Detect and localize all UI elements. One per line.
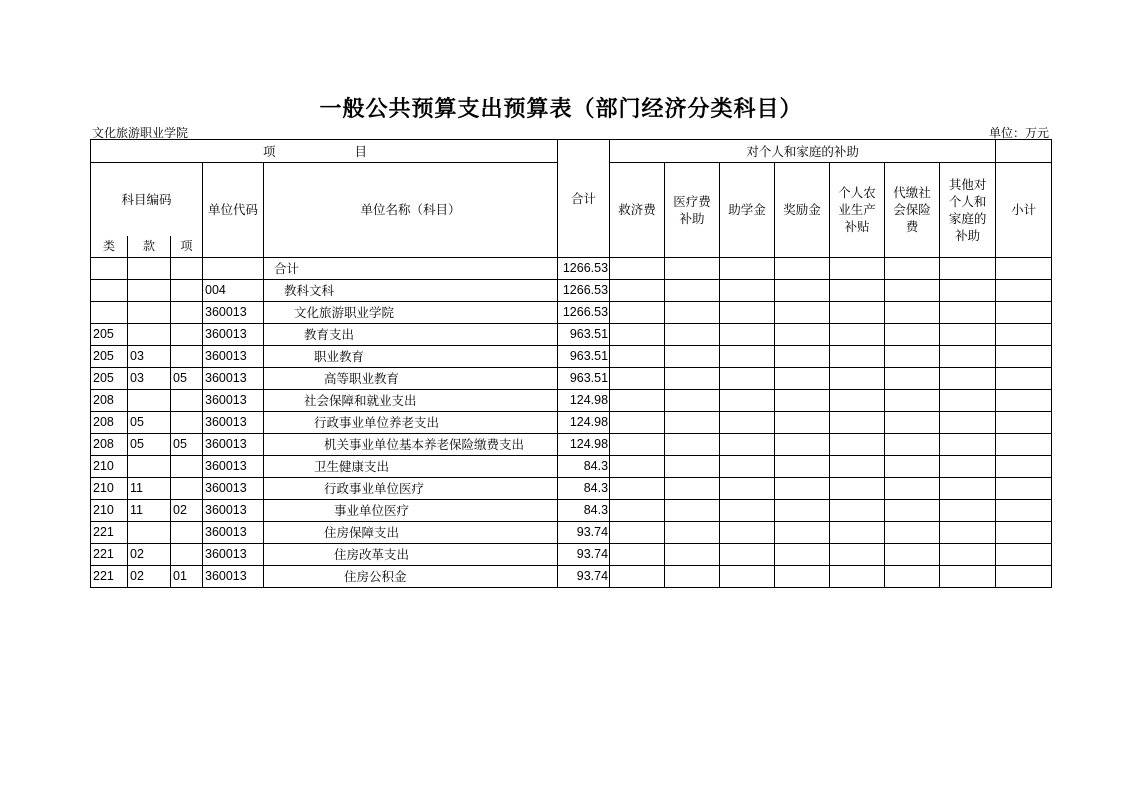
cell-lei: 210 xyxy=(91,477,128,499)
cell-empty xyxy=(940,411,996,433)
cell-empty xyxy=(775,257,830,279)
cell-lei xyxy=(91,257,128,279)
table-row xyxy=(91,477,1052,499)
cell-unit-code: 360013 xyxy=(203,301,264,323)
cell-empty xyxy=(996,543,1052,565)
cell-empty xyxy=(940,367,996,389)
cell-empty xyxy=(885,499,940,521)
cell-empty xyxy=(610,345,665,367)
cell-empty xyxy=(885,323,940,345)
cell-empty xyxy=(610,565,665,587)
cell-lei: 221 xyxy=(91,521,128,543)
cell-unit-name: 职业教育 xyxy=(264,345,558,367)
cell-unit-code: 004 xyxy=(203,279,264,301)
cell-unit-code: 360013 xyxy=(203,345,264,367)
cell-empty xyxy=(940,543,996,565)
cell-empty xyxy=(610,455,665,477)
cell-empty xyxy=(665,257,720,279)
cell-total: 93.74 xyxy=(558,543,610,565)
cell-kuan: 05 xyxy=(128,433,171,455)
cell-unit-name: 教科文科 xyxy=(264,279,558,301)
cell-total: 1266.53 xyxy=(558,301,610,323)
cell-total: 124.98 xyxy=(558,411,610,433)
cell-empty xyxy=(830,477,885,499)
cell-empty xyxy=(610,279,665,301)
cell-empty xyxy=(665,389,720,411)
cell-lei: 208 xyxy=(91,411,128,433)
cell-empty xyxy=(830,521,885,543)
cell-empty xyxy=(610,367,665,389)
cell-lei: 210 xyxy=(91,499,128,521)
cell-unit-code: 360013 xyxy=(203,499,264,521)
cell-empty xyxy=(665,499,720,521)
cell-empty xyxy=(665,367,720,389)
header-col-5: 个人农业生产补贴 xyxy=(830,163,885,258)
cell-empty xyxy=(996,279,1052,301)
cell-unit-name: 住房改革支出 xyxy=(264,543,558,565)
cell-unit-name: 住房保障支出 xyxy=(264,521,558,543)
cell-kuan xyxy=(128,301,171,323)
header-project: 项 目 xyxy=(91,140,558,163)
cell-empty xyxy=(885,455,940,477)
cell-empty xyxy=(885,257,940,279)
cell-empty xyxy=(996,323,1052,345)
header-col-3: 助学金 xyxy=(720,163,775,258)
cell-unit-name: 卫生健康支出 xyxy=(264,455,558,477)
cell-empty xyxy=(775,433,830,455)
cell-empty xyxy=(665,301,720,323)
header-col-1: 救济费 xyxy=(610,163,665,258)
cell-total: 84.3 xyxy=(558,499,610,521)
cell-kuan xyxy=(128,521,171,543)
cell-empty xyxy=(830,499,885,521)
cell-xiang: 05 xyxy=(171,433,203,455)
cell-empty xyxy=(996,433,1052,455)
cell-unit-name: 住房公积金 xyxy=(264,565,558,587)
cell-empty xyxy=(996,521,1052,543)
header-total: 合计 xyxy=(558,140,610,258)
cell-xiang xyxy=(171,279,203,301)
cell-empty xyxy=(720,411,775,433)
table-row xyxy=(91,433,1052,455)
cell-empty xyxy=(940,499,996,521)
cell-empty xyxy=(885,279,940,301)
cell-empty xyxy=(940,323,996,345)
cell-unit-name: 行政事业单位养老支出 xyxy=(264,411,558,433)
cell-lei: 221 xyxy=(91,565,128,587)
cell-empty xyxy=(665,455,720,477)
cell-empty xyxy=(830,257,885,279)
table-row xyxy=(91,345,1052,367)
cell-empty xyxy=(775,345,830,367)
cell-empty xyxy=(885,521,940,543)
cell-lei: 210 xyxy=(91,455,128,477)
cell-empty xyxy=(720,521,775,543)
header-unit-name: 单位名称（科目） xyxy=(264,163,558,258)
cell-empty xyxy=(775,543,830,565)
cell-empty xyxy=(775,279,830,301)
cell-empty xyxy=(665,543,720,565)
cell-kuan: 11 xyxy=(128,499,171,521)
cell-empty xyxy=(775,499,830,521)
cell-empty xyxy=(830,543,885,565)
cell-empty xyxy=(940,433,996,455)
header-col-6: 代缴社会保险费 xyxy=(885,163,940,258)
cell-empty xyxy=(830,323,885,345)
cell-empty xyxy=(610,499,665,521)
cell-xiang xyxy=(171,521,203,543)
cell-empty xyxy=(720,477,775,499)
cell-xiang xyxy=(171,345,203,367)
table-row xyxy=(91,521,1052,543)
cell-total: 84.3 xyxy=(558,477,610,499)
cell-empty xyxy=(830,367,885,389)
cell-empty xyxy=(830,301,885,323)
cell-empty xyxy=(720,543,775,565)
cell-empty xyxy=(940,477,996,499)
cell-empty xyxy=(775,389,830,411)
cell-kuan: 05 xyxy=(128,411,171,433)
cell-xiang xyxy=(171,257,203,279)
cell-lei: 208 xyxy=(91,433,128,455)
header-col-7: 其他对个人和家庭的补助 xyxy=(940,163,996,258)
cell-empty xyxy=(940,279,996,301)
cell-total: 93.74 xyxy=(558,565,610,587)
cell-empty xyxy=(610,477,665,499)
cell-empty xyxy=(720,367,775,389)
cell-kuan xyxy=(128,279,171,301)
cell-empty xyxy=(775,367,830,389)
cell-xiang xyxy=(171,477,203,499)
cell-empty xyxy=(665,433,720,455)
cell-total: 84.3 xyxy=(558,455,610,477)
budget-table xyxy=(90,139,1052,588)
cell-xiang xyxy=(171,323,203,345)
cell-xiang xyxy=(171,301,203,323)
cell-empty xyxy=(775,455,830,477)
cell-empty xyxy=(720,433,775,455)
cell-empty xyxy=(996,389,1052,411)
cell-empty xyxy=(830,433,885,455)
table-row xyxy=(91,565,1052,587)
cell-lei xyxy=(91,301,128,323)
cell-empty xyxy=(996,367,1052,389)
cell-unit-code: 360013 xyxy=(203,543,264,565)
cell-empty xyxy=(830,389,885,411)
cell-empty xyxy=(830,279,885,301)
cell-xiang: 02 xyxy=(171,499,203,521)
cell-empty xyxy=(940,389,996,411)
cell-lei: 221 xyxy=(91,543,128,565)
cell-unit-code: 360013 xyxy=(203,521,264,543)
cell-empty xyxy=(665,565,720,587)
cell-empty xyxy=(665,345,720,367)
cell-empty xyxy=(830,565,885,587)
cell-empty xyxy=(720,323,775,345)
cell-empty xyxy=(610,411,665,433)
cell-empty xyxy=(996,257,1052,279)
cell-empty xyxy=(885,345,940,367)
page-title: 一般公共预算支出预算表（部门经济分类科目） xyxy=(319,97,803,122)
cell-empty xyxy=(885,433,940,455)
cell-empty xyxy=(720,389,775,411)
table-row xyxy=(91,543,1052,565)
cell-empty xyxy=(610,433,665,455)
unit-label: 单位：万元 xyxy=(988,126,1049,140)
cell-unit-name: 文化旅游职业学院 xyxy=(264,301,558,323)
table-row xyxy=(91,301,1052,323)
cell-unit-name: 教育支出 xyxy=(264,323,558,345)
cell-empty xyxy=(885,411,940,433)
cell-total: 124.98 xyxy=(558,389,610,411)
table-row xyxy=(91,411,1052,433)
cell-empty xyxy=(665,411,720,433)
cell-unit-code xyxy=(203,257,264,279)
cell-lei: 208 xyxy=(91,389,128,411)
cell-kuan: 03 xyxy=(128,367,171,389)
cell-empty xyxy=(610,521,665,543)
cell-total: 963.51 xyxy=(558,323,610,345)
cell-empty xyxy=(665,477,720,499)
cell-empty xyxy=(610,301,665,323)
cell-empty xyxy=(665,279,720,301)
cell-empty xyxy=(885,301,940,323)
cell-empty xyxy=(665,323,720,345)
cell-empty xyxy=(940,345,996,367)
cell-kuan xyxy=(128,389,171,411)
cell-kuan xyxy=(128,455,171,477)
cell-kuan xyxy=(128,323,171,345)
cell-empty xyxy=(940,301,996,323)
cell-unit-code: 360013 xyxy=(203,389,264,411)
cell-empty xyxy=(720,565,775,587)
cell-empty xyxy=(830,345,885,367)
cell-unit-name: 事业单位医疗 xyxy=(264,499,558,521)
cell-unit-name: 行政事业单位医疗 xyxy=(264,477,558,499)
cell-xiang xyxy=(171,455,203,477)
cell-total: 93.74 xyxy=(558,521,610,543)
header-unit-code: 单位代码 xyxy=(203,163,264,258)
cell-empty xyxy=(940,565,996,587)
cell-empty xyxy=(610,257,665,279)
cell-empty xyxy=(720,301,775,323)
cell-empty xyxy=(996,499,1052,521)
cell-empty xyxy=(720,455,775,477)
cell-kuan: 11 xyxy=(128,477,171,499)
header-subject-code: 科目编码 xyxy=(91,163,203,236)
cell-empty xyxy=(610,543,665,565)
header-blank xyxy=(996,140,1052,163)
cell-empty xyxy=(885,367,940,389)
cell-total: 1266.53 xyxy=(558,257,610,279)
table-row xyxy=(91,279,1052,301)
cell-unit-code: 360013 xyxy=(203,411,264,433)
cell-xiang: 05 xyxy=(171,367,203,389)
cell-total: 963.51 xyxy=(558,345,610,367)
cell-empty xyxy=(775,521,830,543)
cell-unit-name: 社会保障和就业支出 xyxy=(264,389,558,411)
cell-empty xyxy=(720,279,775,301)
table-row xyxy=(91,499,1052,521)
cell-unit-code: 360013 xyxy=(203,455,264,477)
cell-unit-code: 360013 xyxy=(203,323,264,345)
cell-xiang xyxy=(171,411,203,433)
cell-xiang xyxy=(171,543,203,565)
cell-empty xyxy=(996,477,1052,499)
cell-total: 1266.53 xyxy=(558,279,610,301)
cell-unit-name: 机关事业单位基本养老保险缴费支出 xyxy=(264,433,558,455)
cell-empty xyxy=(775,565,830,587)
cell-empty xyxy=(720,257,775,279)
cell-empty xyxy=(720,499,775,521)
cell-unit-code: 360013 xyxy=(203,433,264,455)
cell-unit-name: 高等职业教育 xyxy=(264,367,558,389)
organization-name: 文化旅游职业学院 xyxy=(92,126,189,140)
header-kuan: 款 xyxy=(128,236,171,258)
cell-unit-code: 360013 xyxy=(203,477,264,499)
cell-empty xyxy=(996,455,1052,477)
cell-empty xyxy=(940,257,996,279)
table-row xyxy=(91,389,1052,411)
cell-lei: 205 xyxy=(91,367,128,389)
cell-empty xyxy=(830,455,885,477)
cell-total: 124.98 xyxy=(558,433,610,455)
header-group: 对个人和家庭的补助 xyxy=(610,140,996,163)
cell-unit-code: 360013 xyxy=(203,565,264,587)
cell-empty xyxy=(885,477,940,499)
cell-xiang xyxy=(171,389,203,411)
cell-empty xyxy=(610,323,665,345)
header-col-8: 小计 xyxy=(996,163,1052,258)
cell-empty xyxy=(940,455,996,477)
header-xiang: 项 xyxy=(171,236,203,258)
cell-empty xyxy=(885,565,940,587)
cell-empty xyxy=(885,389,940,411)
cell-kuan: 02 xyxy=(128,543,171,565)
cell-kuan: 03 xyxy=(128,345,171,367)
cell-unit-code: 360013 xyxy=(203,367,264,389)
cell-empty xyxy=(775,411,830,433)
cell-empty xyxy=(610,389,665,411)
cell-empty xyxy=(940,521,996,543)
cell-lei: 205 xyxy=(91,345,128,367)
table-row xyxy=(91,257,1052,279)
cell-empty xyxy=(720,345,775,367)
cell-empty xyxy=(885,543,940,565)
cell-empty xyxy=(996,345,1052,367)
cell-kuan: 02 xyxy=(128,565,171,587)
cell-kuan xyxy=(128,257,171,279)
cell-xiang: 01 xyxy=(171,565,203,587)
cell-total: 963.51 xyxy=(558,367,610,389)
cell-empty xyxy=(996,301,1052,323)
cell-unit-name: 合计 xyxy=(264,257,558,279)
cell-empty xyxy=(775,323,830,345)
table-row xyxy=(91,455,1052,477)
table-row xyxy=(91,323,1052,345)
cell-empty xyxy=(665,521,720,543)
header-lei: 类 xyxy=(91,236,128,258)
cell-empty xyxy=(775,301,830,323)
cell-lei: 205 xyxy=(91,323,128,345)
header-col-2: 医疗费补助 xyxy=(665,163,720,258)
header-col-4: 奖励金 xyxy=(775,163,830,258)
cell-empty xyxy=(830,411,885,433)
cell-empty xyxy=(996,411,1052,433)
cell-empty xyxy=(775,477,830,499)
cell-empty xyxy=(996,565,1052,587)
cell-lei xyxy=(91,279,128,301)
table-row xyxy=(91,367,1052,389)
